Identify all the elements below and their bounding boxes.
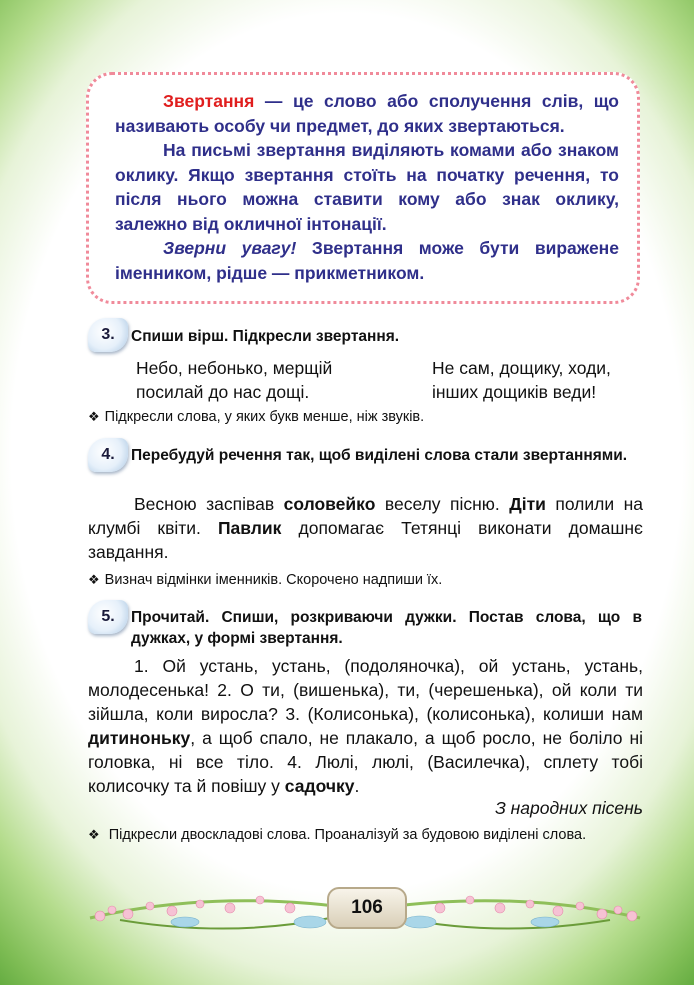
page-number: 106 [327,887,407,929]
text-run: веселу пісню. [375,494,510,514]
poem-line: Не сам, дощику, ходи, [432,358,611,378]
text-run: , а щоб спало, не плакало, а щоб росло, не боліло ні головка, ні все тіло. 4. Люлі, люлі, (Василечка), сплету тобі колисочку та й повішу у [88,728,643,796]
exercise-4-task: Перебудуй речення так, щоб виділені слова стали звертаннями. [131,447,628,464]
poem-line: інших дощиків веди! [432,382,597,402]
poem-left [136,356,332,404]
rule-p3-text: Звертання може бути виражене іменником, рідше — прикметником. [115,238,619,283]
exercise-5-text [88,654,643,798]
highlighted-word: соловейко [283,494,376,514]
exercise-4-note [88,570,648,590]
exercise-4-text [88,492,643,564]
poem-line: посилай до нас дощі. [136,382,310,402]
exercise-5-note [88,824,643,846]
note-text: Підкресли слова, у яких букв менше, ніж звуків. [104,409,425,425]
highlighted-word: садочку [284,776,355,796]
text-run: . [354,776,360,796]
attention-label: Зверни увагу! [163,238,297,258]
rule-p1-text: — це слово або сполучення слів, що називають особу чи предмет, до яких звертаються. [115,91,619,136]
rule-box [86,72,640,304]
rule-paragraph-2: На письмі звертання виділяють комами або знаком оклику. Якщо звертання стоїть на початку речення, то після нього можна ставити кому або знак оклику, залежно від окличної інтонації. [115,140,619,234]
highlighted-word: дитиноньку [88,728,191,748]
exercise-3-note [88,407,648,427]
note-text: Визнач відмінки іменників. Скорочено надпиши їх. [104,572,443,588]
note-text: Підкресли двоскладові слова. Проаналізуй за будовою виділені слова. [108,827,587,843]
rule-term: Звертання [163,91,255,111]
diamond-bullet-icon: ❖ [88,827,100,842]
text-run: 1. Ой устань, устань, (подоляночка), ой устань, устань, молодесенька! 2. О ти, (вишенька), ти, (черешенька), ой коли ти зійшла, коли виросла? 3. (Колисонька), (колисонька), колиши нам [88,656,643,724]
exercise-5-task: Прочитай. Спиши, розкриваючи дужки. Постав слова, що в дужках, у формі звертання. [131,609,642,647]
diamond-bullet-icon: ❖ [88,409,100,424]
rule-paragraph-1 [115,89,619,138]
text-run: допомагає Тетянці виконати домашнє завдання. [88,518,643,562]
text-run: Весною заспівав [134,494,284,514]
rule-paragraph-3 [115,236,619,285]
exercise-3-badge: 3. [88,318,128,352]
exercise-5-badge: 5. [88,600,128,634]
highlighted-word: Павлик [217,518,282,538]
poem-right [432,356,611,404]
exercise-3-task: Спиши вірш. Підкресли звертання. [131,328,400,345]
exercise-4-badge: 4. [88,438,128,472]
text-run: полили на клумбі квіти. [88,494,644,538]
source-attribution: З народних пісень [495,798,643,818]
diamond-bullet-icon: ❖ [88,572,100,587]
highlighted-word: Діти [509,494,546,514]
poem-line: Небо, небонько, мерщій [136,358,333,378]
